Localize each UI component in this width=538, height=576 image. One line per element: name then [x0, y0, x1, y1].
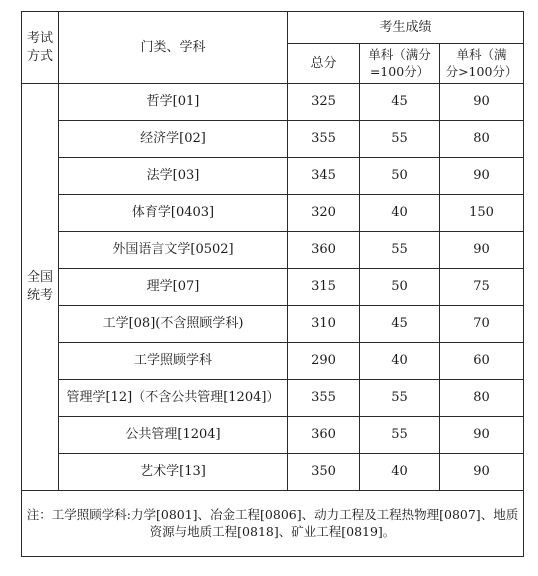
table-row — [22, 417, 524, 454]
single-over-100-cell: 60 — [440, 343, 524, 380]
score-table — [21, 11, 524, 557]
subject-cell: 工学[08](不含照顾学科) — [59, 306, 288, 343]
subject-cell: 法学[03] — [59, 158, 288, 195]
table-row — [22, 84, 524, 121]
total-cell: 350 — [288, 454, 360, 491]
single-over-100-cell: 90 — [440, 84, 524, 121]
single-over-100-cell: 80 — [440, 121, 524, 158]
total-cell: 320 — [288, 195, 360, 232]
header-category-subject — [59, 12, 288, 84]
table-row — [22, 454, 524, 491]
subject-cell: 公共管理[1204] — [59, 417, 288, 454]
table-row — [22, 343, 524, 380]
header-scores-text: 考生成绩 — [379, 19, 432, 35]
table-row — [22, 158, 524, 195]
table-row — [22, 306, 524, 343]
single-over-100-cell: 150 — [440, 195, 524, 232]
exam-type-text: 全国 统考 — [26, 270, 53, 303]
single-over-100-cell: 70 — [440, 306, 524, 343]
table-row — [22, 195, 524, 232]
total-cell: 345 — [288, 158, 360, 195]
total-cell: 315 — [288, 269, 360, 306]
single-over-100-cell: 75 — [440, 269, 524, 306]
table-row — [22, 232, 524, 269]
header-single-100 — [360, 44, 440, 84]
single-100-cell: 55 — [360, 380, 440, 417]
total-cell: 355 — [288, 121, 360, 158]
note-row — [22, 491, 524, 557]
table-row — [22, 269, 524, 306]
single-over-100-cell: 90 — [440, 417, 524, 454]
single-100-cell: 50 — [360, 269, 440, 306]
header-exam-method-text: 考试 方式 — [26, 30, 53, 64]
subject-cell: 工学照顾学科 — [59, 343, 288, 380]
header-single-over-100 — [440, 44, 524, 84]
subject-cell: 哲学[01] — [59, 84, 288, 121]
single-over-100-cell: 90 — [440, 454, 524, 491]
table-row — [22, 380, 524, 417]
table-row — [22, 121, 524, 158]
single-100-cell: 45 — [360, 84, 440, 121]
single-100-cell: 55 — [360, 232, 440, 269]
total-cell: 360 — [288, 232, 360, 269]
header-single-100-text: 单科（满分 =100分） — [368, 46, 431, 79]
subject-cell: 经济学[02] — [59, 121, 288, 158]
single-100-cell: 50 — [360, 158, 440, 195]
single-100-cell: 45 — [360, 306, 440, 343]
header-total — [288, 44, 360, 84]
note-text: 注：工学照顾学科:力学[0801]、冶金工程[0806]、动力工程及工程热物理[0807]、地质资源与地质工程[0818]、矿业工程[0819]。 — [26, 506, 519, 539]
header-single-over-100-text: 单科（满 分>100分） — [445, 46, 518, 79]
exam-type-cell — [22, 84, 59, 491]
header-scores — [288, 12, 524, 44]
single-over-100-cell: 90 — [440, 232, 524, 269]
single-100-cell: 55 — [360, 417, 440, 454]
header-category-subject-text: 门类、学科 — [140, 39, 206, 55]
single-100-cell: 40 — [360, 343, 440, 380]
total-cell: 290 — [288, 343, 360, 380]
header-total-text: 总分 — [310, 55, 337, 71]
single-over-100-cell: 80 — [440, 380, 524, 417]
single-100-cell: 40 — [360, 454, 440, 491]
total-cell: 360 — [288, 417, 360, 454]
single-100-cell: 40 — [360, 195, 440, 232]
subject-cell: 艺术学[13] — [59, 454, 288, 491]
total-cell: 325 — [288, 84, 360, 121]
single-over-100-cell: 90 — [440, 158, 524, 195]
subject-cell: 理学[07] — [59, 269, 288, 306]
total-cell: 355 — [288, 380, 360, 417]
header-exam-method — [22, 12, 59, 84]
subject-cell: 体育学[0403] — [59, 195, 288, 232]
single-100-cell: 55 — [360, 121, 440, 158]
subject-cell: 外国语言文学[0502] — [59, 232, 288, 269]
total-cell: 310 — [288, 306, 360, 343]
subject-cell: 管理学[12]（不含公共管理[1204]） — [59, 380, 288, 417]
note-cell — [22, 491, 524, 557]
